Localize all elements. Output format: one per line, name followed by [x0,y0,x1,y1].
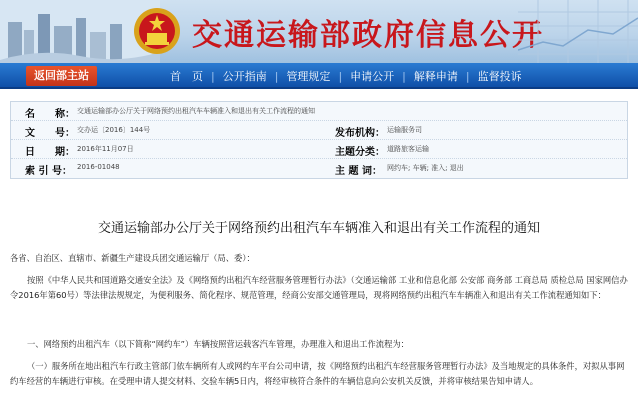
meta-name-label: 名 称： [25,109,75,120]
site-header-banner [0,0,638,63]
article-paragraph: 按照《中华人民共和国道路交通安全法》及《网络预约出租汽车经营服务管理暂行办法》（交通运输部 工业和信息化部 公安部 商务部 工商总局 质检总局 国家网信办令2016年第60号）等法律法规规定，为便利服务、简化程序、规范管理，经商公安部交通管理局，现将网络预约出租汽车车辆准入和退出有关工作流程通知如下： [10,275,628,300]
decorative-grid-graphic [518,0,638,63]
nav-item-guide[interactable]: 公开指南 [222,70,267,83]
meta-category-value: 道路旅客运输 [387,145,429,153]
meta-date-label: 日 期： [25,147,75,158]
back-home-button[interactable]: 返回部主站 [26,66,97,86]
meta-index-label: 索 引 号： [25,166,72,177]
nav-separator: | [402,69,406,83]
meta-category-label: 主题分类： [335,147,385,158]
meta-row-wenhao [11,121,627,140]
nav-item-explain[interactable]: 解释申请 [413,70,458,83]
nav-item-regulations[interactable]: 管理规定 [286,70,331,83]
meta-wenhao-value: 交办运〔2016〕144号 [77,126,151,134]
article-paragraph: 一、网络预约出租汽车（以下简称“网约车”）车辆按照营运载客汽车管理，办理准入和退出工作流程为： [27,339,409,349]
meta-row-index [11,159,627,178]
meta-index-value: 2016-01048 [77,163,120,171]
meta-keywords-value: 网约车; 车辆; 准入; 退出 [387,164,464,172]
meta-wenhao-label: 文 号： [25,128,75,139]
main-navbar [0,63,638,89]
nav-item-complaint[interactable]: 监督投诉 [477,70,522,83]
nav-separator: | [338,69,343,83]
document-title: 交通运输部办公厅关于网络预约出租汽车车辆准入和退出有关工作流程的通知 [97,221,540,236]
meta-name-value: 交通运输部办公厅关于网络预约出租汽车车辆准入和退出有关工作流程的通知 [77,107,315,115]
meta-date-value: 2016年11月07日 [77,145,134,153]
nav-separator: | [465,69,470,83]
nav-item-apply[interactable]: 申请公开 [350,70,395,83]
article-salutation: 各省、自治区、直辖市、新疆生产建设兵团交通运输厅（局、委）： [10,253,255,263]
meta-issuer-value: 运输服务司 [387,126,422,134]
meta-row-name [11,102,627,121]
meta-issuer-label: 发布机构： [335,128,385,139]
meta-keywords-label: 主 题 词： [335,166,382,177]
nav-separator: | [211,69,215,83]
nav-item-home[interactable]: 首 页 [170,70,203,83]
document-meta-table [10,101,628,179]
nav-separator: | [274,69,279,83]
national-emblem-icon [132,6,182,56]
article-paragraph: （一）服务所在地出租汽车行政主管部门依车辆所有人或网约车平台公司申请，按《网络预约出租汽车经营服务管理暂行办法》及当地规定的具体条件，对拟从事网约车经营的车辆进行审核。在受理申请人提交材料、交验车辆5日内，将经审核符合条件的车辆信息向公安机关反馈，并将审核结果告知申请人。 [10,361,625,386]
site-title: 交通运输部政府信息公开 [192,18,544,53]
nav-menu [162,63,530,89]
meta-row-date [11,140,627,159]
